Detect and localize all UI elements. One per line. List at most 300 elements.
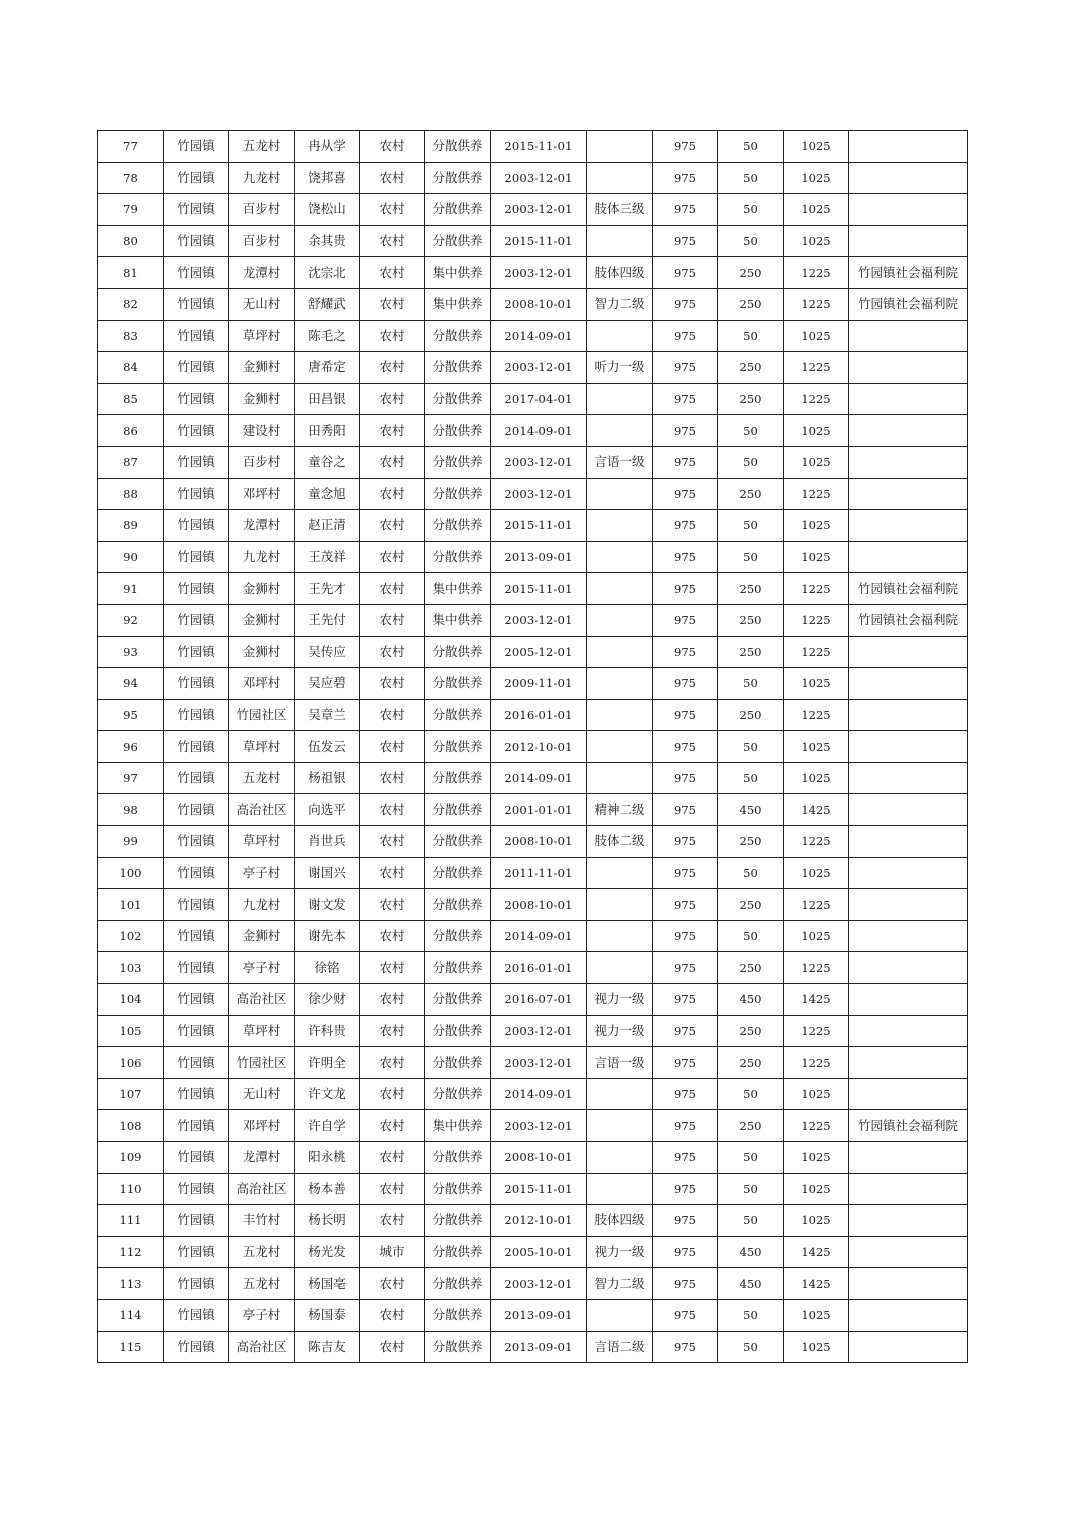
total-amount-cell: 1225 <box>784 478 849 510</box>
row-number-cell: 99 <box>98 826 164 858</box>
base-amount-cell: 975 <box>653 510 718 542</box>
total-amount-cell: 1225 <box>784 826 849 858</box>
institution-cell <box>849 920 968 952</box>
name-cell: 沈宗北 <box>295 257 360 289</box>
start-date-cell: 2016-01-01 <box>491 952 587 984</box>
disability-grade-cell <box>587 320 653 352</box>
row-number-cell: 97 <box>98 762 164 794</box>
row-number-cell: 83 <box>98 320 164 352</box>
base-amount-cell: 975 <box>653 699 718 731</box>
base-amount-cell: 975 <box>653 984 718 1016</box>
start-date-cell: 2013-09-01 <box>491 1331 587 1363</box>
base-amount-cell: 975 <box>653 1268 718 1300</box>
household-type-cell: 农村 <box>360 952 425 984</box>
start-date-cell: 2014-09-01 <box>491 320 587 352</box>
name-cell: 田昌银 <box>295 383 360 415</box>
disability-grade-cell <box>587 604 653 636</box>
base-amount-cell: 975 <box>653 1047 718 1079</box>
name-cell: 谢先本 <box>295 920 360 952</box>
total-amount-cell: 1025 <box>784 1173 849 1205</box>
subsidy-amount-cell: 50 <box>718 225 784 257</box>
table-row <box>98 794 968 826</box>
base-amount-cell: 975 <box>653 889 718 921</box>
disability-grade-cell <box>587 1173 653 1205</box>
subsidy-amount-cell: 50 <box>718 1299 784 1331</box>
row-number-cell: 86 <box>98 415 164 447</box>
row-number-cell: 92 <box>98 604 164 636</box>
village-cell: 九龙村 <box>229 541 295 573</box>
disability-grade-cell: 肢体四级 <box>587 1205 653 1237</box>
village-cell: 草坪村 <box>229 826 295 858</box>
base-amount-cell: 975 <box>653 383 718 415</box>
support-mode-cell: 分散供养 <box>425 920 491 952</box>
name-cell: 童谷之 <box>295 446 360 478</box>
support-mode-cell: 分散供养 <box>425 162 491 194</box>
town-cell: 竹园镇 <box>164 383 229 415</box>
town-cell: 竹园镇 <box>164 1236 229 1268</box>
village-cell: 竹园社区 <box>229 699 295 731</box>
subsidy-amount-cell: 50 <box>718 857 784 889</box>
row-number-cell: 88 <box>98 478 164 510</box>
total-amount-cell: 1225 <box>784 257 849 289</box>
base-amount-cell: 975 <box>653 668 718 700</box>
base-amount-cell: 975 <box>653 1110 718 1142</box>
disability-grade-cell <box>587 1299 653 1331</box>
name-cell: 杨国亳 <box>295 1268 360 1300</box>
start-date-cell: 2016-07-01 <box>491 984 587 1016</box>
disability-grade-cell: 肢体四级 <box>587 257 653 289</box>
village-cell: 五龙村 <box>229 762 295 794</box>
name-cell: 许科贵 <box>295 1015 360 1047</box>
start-date-cell: 2003-12-01 <box>491 604 587 636</box>
support-mode-cell: 分散供养 <box>425 541 491 573</box>
base-amount-cell: 975 <box>653 162 718 194</box>
start-date-cell: 2012-10-01 <box>491 731 587 763</box>
start-date-cell: 2014-09-01 <box>491 920 587 952</box>
name-cell: 王茂祥 <box>295 541 360 573</box>
household-type-cell: 农村 <box>360 889 425 921</box>
start-date-cell: 2015-11-01 <box>491 573 587 605</box>
village-cell: 九龙村 <box>229 162 295 194</box>
household-type-cell: 农村 <box>360 1078 425 1110</box>
base-amount-cell: 975 <box>653 731 718 763</box>
household-type-cell: 农村 <box>360 1015 425 1047</box>
subsidy-amount-cell: 250 <box>718 573 784 605</box>
support-mode-cell: 分散供养 <box>425 857 491 889</box>
institution-cell <box>849 699 968 731</box>
town-cell: 竹园镇 <box>164 604 229 636</box>
town-cell: 竹园镇 <box>164 1015 229 1047</box>
table-row <box>98 636 968 668</box>
disability-grade-cell <box>587 131 653 163</box>
institution-cell: 竹园镇社会福利院 <box>849 604 968 636</box>
institution-cell: 竹园镇社会福利院 <box>849 257 968 289</box>
row-number-cell: 79 <box>98 194 164 226</box>
disability-grade-cell <box>587 1110 653 1142</box>
support-mode-cell: 分散供养 <box>425 668 491 700</box>
total-amount-cell: 1025 <box>784 1205 849 1237</box>
table-row <box>98 131 968 163</box>
support-mode-cell: 分散供养 <box>425 762 491 794</box>
support-mode-cell: 分散供养 <box>425 1015 491 1047</box>
household-type-cell: 农村 <box>360 573 425 605</box>
name-cell: 余其贵 <box>295 225 360 257</box>
disability-grade-cell: 精神二级 <box>587 794 653 826</box>
disability-grade-cell <box>587 889 653 921</box>
support-mode-cell: 分散供养 <box>425 794 491 826</box>
disability-grade-cell: 肢体三级 <box>587 194 653 226</box>
start-date-cell: 2001-01-01 <box>491 794 587 826</box>
start-date-cell: 2015-11-01 <box>491 131 587 163</box>
town-cell: 竹园镇 <box>164 131 229 163</box>
disability-grade-cell <box>587 699 653 731</box>
household-type-cell: 农村 <box>360 225 425 257</box>
household-type-cell: 农村 <box>360 1299 425 1331</box>
total-amount-cell: 1025 <box>784 194 849 226</box>
subsidy-amount-cell: 50 <box>718 131 784 163</box>
table-row <box>98 510 968 542</box>
household-type-cell: 农村 <box>360 415 425 447</box>
name-cell: 徐少财 <box>295 984 360 1016</box>
household-type-cell: 农村 <box>360 699 425 731</box>
roster-body <box>98 131 968 1363</box>
support-mode-cell: 分散供养 <box>425 1142 491 1174</box>
base-amount-cell: 975 <box>653 541 718 573</box>
name-cell: 赵正清 <box>295 510 360 542</box>
total-amount-cell: 1225 <box>784 288 849 320</box>
start-date-cell: 2013-09-01 <box>491 1299 587 1331</box>
support-mode-cell: 分散供养 <box>425 1331 491 1363</box>
village-cell: 五龙村 <box>229 1236 295 1268</box>
subsidy-amount-cell: 250 <box>718 478 784 510</box>
subsidy-amount-cell: 250 <box>718 699 784 731</box>
town-cell: 竹园镇 <box>164 225 229 257</box>
support-mode-cell: 集中供养 <box>425 573 491 605</box>
village-cell: 百步村 <box>229 194 295 226</box>
total-amount-cell: 1025 <box>784 1299 849 1331</box>
total-amount-cell: 1025 <box>784 225 849 257</box>
institution-cell <box>849 1173 968 1205</box>
disability-grade-cell: 视力一级 <box>587 984 653 1016</box>
total-amount-cell: 1425 <box>784 1268 849 1300</box>
town-cell: 竹园镇 <box>164 446 229 478</box>
support-mode-cell: 分散供养 <box>425 699 491 731</box>
start-date-cell: 2003-12-01 <box>491 1015 587 1047</box>
name-cell: 童念旭 <box>295 478 360 510</box>
table-row <box>98 731 968 763</box>
household-type-cell: 农村 <box>360 541 425 573</box>
table-row <box>98 352 968 384</box>
household-type-cell: 农村 <box>360 194 425 226</box>
village-cell: 金狮村 <box>229 636 295 668</box>
table-row <box>98 478 968 510</box>
support-mode-cell: 分散供养 <box>425 1173 491 1205</box>
town-cell: 竹园镇 <box>164 826 229 858</box>
start-date-cell: 2008-10-01 <box>491 826 587 858</box>
support-mode-cell: 分散供养 <box>425 1268 491 1300</box>
start-date-cell: 2009-11-01 <box>491 668 587 700</box>
support-mode-cell: 分散供养 <box>425 478 491 510</box>
disability-grade-cell <box>587 668 653 700</box>
subsidy-amount-cell: 50 <box>718 1142 784 1174</box>
name-cell: 许自学 <box>295 1110 360 1142</box>
subsidy-amount-cell: 50 <box>718 446 784 478</box>
support-mode-cell: 分散供养 <box>425 1236 491 1268</box>
disability-grade-cell <box>587 510 653 542</box>
disability-grade-cell: 智力二级 <box>587 1268 653 1300</box>
row-number-cell: 84 <box>98 352 164 384</box>
table-row <box>98 225 968 257</box>
disability-grade-cell <box>587 573 653 605</box>
institution-cell <box>849 478 968 510</box>
institution-cell <box>849 731 968 763</box>
start-date-cell: 2005-10-01 <box>491 1236 587 1268</box>
row-number-cell: 105 <box>98 1015 164 1047</box>
table-row <box>98 194 968 226</box>
institution-cell <box>849 446 968 478</box>
town-cell: 竹园镇 <box>164 731 229 763</box>
row-number-cell: 101 <box>98 889 164 921</box>
household-type-cell: 农村 <box>360 1047 425 1079</box>
row-number-cell: 81 <box>98 257 164 289</box>
total-amount-cell: 1425 <box>784 794 849 826</box>
base-amount-cell: 975 <box>653 762 718 794</box>
institution-cell <box>849 636 968 668</box>
start-date-cell: 2003-12-01 <box>491 1110 587 1142</box>
institution-cell <box>849 952 968 984</box>
town-cell: 竹园镇 <box>164 1173 229 1205</box>
base-amount-cell: 975 <box>653 320 718 352</box>
town-cell: 竹园镇 <box>164 984 229 1016</box>
table-row <box>98 541 968 573</box>
row-number-cell: 112 <box>98 1236 164 1268</box>
table-row <box>98 762 968 794</box>
base-amount-cell: 975 <box>653 1142 718 1174</box>
village-cell: 草坪村 <box>229 1015 295 1047</box>
total-amount-cell: 1025 <box>784 1078 849 1110</box>
row-number-cell: 113 <box>98 1268 164 1300</box>
village-cell: 龙潭村 <box>229 510 295 542</box>
village-cell: 亭子村 <box>229 952 295 984</box>
subsidy-amount-cell: 450 <box>718 984 784 1016</box>
disability-grade-cell <box>587 478 653 510</box>
disability-grade-cell: 言语一级 <box>587 446 653 478</box>
row-number-cell: 111 <box>98 1205 164 1237</box>
support-mode-cell: 集中供养 <box>425 1110 491 1142</box>
institution-cell: 竹园镇社会福利院 <box>849 288 968 320</box>
support-mode-cell: 集中供养 <box>425 257 491 289</box>
subsidy-amount-cell: 250 <box>718 1047 784 1079</box>
village-cell: 五龙村 <box>229 1268 295 1300</box>
household-type-cell: 农村 <box>360 920 425 952</box>
start-date-cell: 2003-12-01 <box>491 162 587 194</box>
disability-grade-cell <box>587 857 653 889</box>
town-cell: 竹园镇 <box>164 1205 229 1237</box>
disability-grade-cell <box>587 383 653 415</box>
household-type-cell: 农村 <box>360 1142 425 1174</box>
subsidy-amount-cell: 250 <box>718 257 784 289</box>
town-cell: 竹园镇 <box>164 415 229 447</box>
subsidy-amount-cell: 250 <box>718 383 784 415</box>
table-row <box>98 288 968 320</box>
town-cell: 竹园镇 <box>164 1331 229 1363</box>
base-amount-cell: 975 <box>653 857 718 889</box>
base-amount-cell: 975 <box>653 446 718 478</box>
support-roster-table <box>97 130 968 1363</box>
support-mode-cell: 分散供养 <box>425 194 491 226</box>
subsidy-amount-cell: 250 <box>718 889 784 921</box>
support-mode-cell: 分散供养 <box>425 1047 491 1079</box>
village-cell: 龙潭村 <box>229 1142 295 1174</box>
name-cell: 许明全 <box>295 1047 360 1079</box>
household-type-cell: 农村 <box>360 668 425 700</box>
row-number-cell: 93 <box>98 636 164 668</box>
base-amount-cell: 975 <box>653 1205 718 1237</box>
name-cell: 冉从学 <box>295 131 360 163</box>
table-row <box>98 984 968 1016</box>
table-row <box>98 383 968 415</box>
total-amount-cell: 1025 <box>784 446 849 478</box>
village-cell: 高治社区 <box>229 1331 295 1363</box>
town-cell: 竹园镇 <box>164 889 229 921</box>
total-amount-cell: 1025 <box>784 162 849 194</box>
start-date-cell: 2014-09-01 <box>491 1078 587 1110</box>
institution-cell <box>849 1142 968 1174</box>
institution-cell <box>849 131 968 163</box>
base-amount-cell: 975 <box>653 1331 718 1363</box>
town-cell: 竹园镇 <box>164 573 229 605</box>
institution-cell <box>849 1047 968 1079</box>
support-mode-cell: 分散供养 <box>425 636 491 668</box>
start-date-cell: 2003-12-01 <box>491 446 587 478</box>
base-amount-cell: 975 <box>653 920 718 952</box>
village-cell: 邓坪村 <box>229 478 295 510</box>
disability-grade-cell <box>587 762 653 794</box>
town-cell: 竹园镇 <box>164 541 229 573</box>
household-type-cell: 农村 <box>360 857 425 889</box>
town-cell: 竹园镇 <box>164 478 229 510</box>
name-cell: 谢国兴 <box>295 857 360 889</box>
start-date-cell: 2008-10-01 <box>491 889 587 921</box>
name-cell: 许文龙 <box>295 1078 360 1110</box>
total-amount-cell: 1225 <box>784 952 849 984</box>
support-mode-cell: 分散供养 <box>425 889 491 921</box>
total-amount-cell: 1025 <box>784 1331 849 1363</box>
start-date-cell: 2013-09-01 <box>491 541 587 573</box>
village-cell: 建设村 <box>229 415 295 447</box>
institution-cell <box>849 1268 968 1300</box>
household-type-cell: 城市 <box>360 1236 425 1268</box>
subsidy-amount-cell: 50 <box>718 510 784 542</box>
subsidy-amount-cell: 50 <box>718 162 784 194</box>
subsidy-amount-cell: 50 <box>718 1205 784 1237</box>
table-row <box>98 857 968 889</box>
town-cell: 竹园镇 <box>164 1078 229 1110</box>
table-row <box>98 1110 968 1142</box>
subsidy-amount-cell: 50 <box>718 920 784 952</box>
total-amount-cell: 1225 <box>784 1015 849 1047</box>
total-amount-cell: 1025 <box>784 131 849 163</box>
disability-grade-cell: 言语一级 <box>587 1047 653 1079</box>
row-number-cell: 96 <box>98 731 164 763</box>
household-type-cell: 农村 <box>360 257 425 289</box>
town-cell: 竹园镇 <box>164 794 229 826</box>
total-amount-cell: 1025 <box>784 415 849 447</box>
base-amount-cell: 975 <box>653 288 718 320</box>
household-type-cell: 农村 <box>360 984 425 1016</box>
town-cell: 竹园镇 <box>164 1142 229 1174</box>
institution-cell <box>849 383 968 415</box>
village-cell: 九龙村 <box>229 889 295 921</box>
base-amount-cell: 975 <box>653 225 718 257</box>
subsidy-amount-cell: 250 <box>718 288 784 320</box>
row-number-cell: 82 <box>98 288 164 320</box>
household-type-cell: 农村 <box>360 1268 425 1300</box>
household-type-cell: 农村 <box>360 383 425 415</box>
household-type-cell: 农村 <box>360 162 425 194</box>
subsidy-amount-cell: 50 <box>718 1173 784 1205</box>
village-cell: 金狮村 <box>229 573 295 605</box>
name-cell: 杨光发 <box>295 1236 360 1268</box>
row-number-cell: 90 <box>98 541 164 573</box>
institution-cell <box>849 794 968 826</box>
name-cell: 唐希定 <box>295 352 360 384</box>
household-type-cell: 农村 <box>360 636 425 668</box>
institution-cell <box>849 1299 968 1331</box>
town-cell: 竹园镇 <box>164 352 229 384</box>
row-number-cell: 91 <box>98 573 164 605</box>
base-amount-cell: 975 <box>653 826 718 858</box>
start-date-cell: 2015-11-01 <box>491 510 587 542</box>
subsidy-amount-cell: 450 <box>718 1236 784 1268</box>
town-cell: 竹园镇 <box>164 636 229 668</box>
row-number-cell: 107 <box>98 1078 164 1110</box>
disability-grade-cell <box>587 1142 653 1174</box>
table-row <box>98 446 968 478</box>
household-type-cell: 农村 <box>360 794 425 826</box>
base-amount-cell: 975 <box>653 1015 718 1047</box>
village-cell: 金狮村 <box>229 604 295 636</box>
disability-grade-cell <box>587 225 653 257</box>
subsidy-amount-cell: 250 <box>718 636 784 668</box>
base-amount-cell: 975 <box>653 194 718 226</box>
total-amount-cell: 1225 <box>784 636 849 668</box>
base-amount-cell: 975 <box>653 636 718 668</box>
support-mode-cell: 分散供养 <box>425 1205 491 1237</box>
town-cell: 竹园镇 <box>164 320 229 352</box>
subsidy-amount-cell: 450 <box>718 1268 784 1300</box>
village-cell: 百步村 <box>229 225 295 257</box>
town-cell: 竹园镇 <box>164 857 229 889</box>
base-amount-cell: 975 <box>653 952 718 984</box>
table-row <box>98 1078 968 1110</box>
table-row <box>98 952 968 984</box>
institution-cell <box>849 984 968 1016</box>
subsidy-amount-cell: 50 <box>718 415 784 447</box>
table-row <box>98 415 968 447</box>
household-type-cell: 农村 <box>360 478 425 510</box>
table-row <box>98 1236 968 1268</box>
base-amount-cell: 975 <box>653 1173 718 1205</box>
base-amount-cell: 975 <box>653 1236 718 1268</box>
total-amount-cell: 1225 <box>784 352 849 384</box>
name-cell: 杨国泰 <box>295 1299 360 1331</box>
institution-cell <box>849 541 968 573</box>
subsidy-amount-cell: 250 <box>718 952 784 984</box>
name-cell: 徐铭 <box>295 952 360 984</box>
disability-grade-cell: 视力一级 <box>587 1236 653 1268</box>
total-amount-cell: 1225 <box>784 1110 849 1142</box>
